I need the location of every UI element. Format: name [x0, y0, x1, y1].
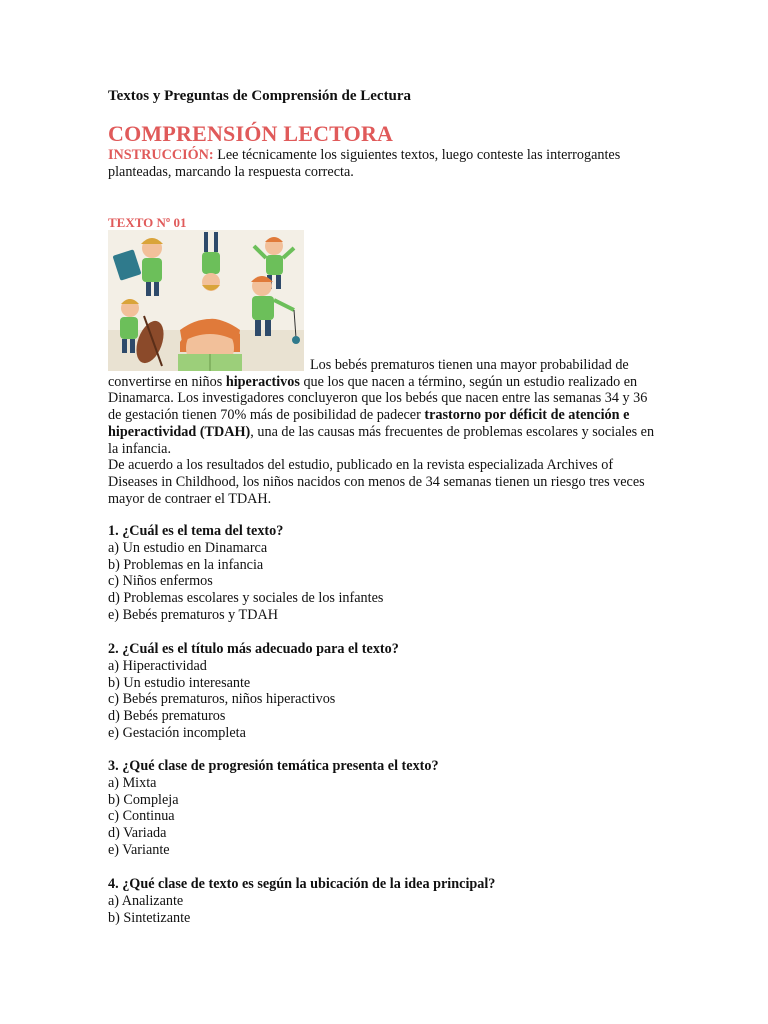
section-heading: COMPRENSIÓN LECTORA	[108, 121, 394, 146]
passage-bold-text: trastorno por déficit de atención e hiperactividad (TDAH)	[108, 407, 630, 440]
answer-option[interactable]: b) Sintetizante	[108, 909, 191, 926]
passage-paragraph-2: De acuerdo a los resultados del estudio, publicado en la revista especializada Archives of Diseases in Childhood, los niños nacidos con menos de 34 semanas tienen un riesgo tres veces mayor de contraer el TDAH.	[108, 457, 645, 507]
answer-option[interactable]: a) Hiperactividad	[108, 657, 207, 674]
question-text: 4. ¿Qué clase de texto es según la ubicación de la idea principal?	[108, 876, 496, 892]
answer-option[interactable]: d) Bebés prematuros	[108, 708, 226, 725]
answer-option[interactable]: e) Variante	[108, 841, 170, 858]
question-2	[108, 641, 660, 742]
answer-option[interactable]: d) Problemas escolares y sociales de los infantes	[108, 590, 384, 607]
answer-option[interactable]: c) Niños enfermos	[108, 573, 213, 590]
passage-text: Los bebés prematuros tienen una mayor probabilidad de convertirse en niños	[108, 357, 629, 390]
question-text: 3. ¿Qué clase de progresión temática presenta el texto?	[108, 758, 439, 774]
answer-option[interactable]: e) Bebés prematuros y TDAH	[108, 606, 278, 623]
texto-label: TEXTO Nº 01	[108, 215, 187, 230]
passage-paragraph-1	[108, 357, 660, 457]
answer-option[interactable]: a) Mixta	[108, 774, 157, 791]
answer-option[interactable]: c) Continua	[108, 808, 175, 825]
question-text: 2. ¿Cuál es el título más adecuado para el texto?	[108, 641, 399, 657]
instruction-label: INSTRUCCIÓN:	[108, 147, 214, 163]
answer-option[interactable]: b) Un estudio interesante	[108, 674, 251, 691]
passage-text: , una de las causas más frecuentes de problemas escolares y sociales en la infancia.	[108, 423, 655, 457]
answer-option[interactable]: b) Problemas en la infancia	[108, 556, 264, 573]
instruction-paragraph	[108, 147, 648, 181]
children-reading-illustration	[108, 230, 304, 371]
answer-option[interactable]: e) Gestación incompleta	[108, 724, 246, 741]
document-title: Textos y Preguntas de Comprensión de Lectura	[108, 88, 412, 104]
answer-option[interactable]: a) Analizante	[108, 892, 184, 909]
question-3	[108, 758, 660, 859]
answer-option[interactable]: c) Bebés prematuros, niños hiperactivos	[108, 691, 336, 708]
passage-text: que los que nacen a término, según un estudio realizado en Dinamarca. Los investigadores concluyeron que los bebés que nacen entre las semanas 34 y 36 de gestación tienen 70% más de posibilidad de padecer	[108, 373, 648, 424]
instruction-text: Lee técnicamente los siguientes textos, luego conteste las interrogantes planteadas, marcando la respuesta correcta.	[108, 147, 621, 180]
question-1	[108, 523, 660, 624]
answer-option[interactable]: b) Compleja	[108, 791, 179, 808]
answer-option[interactable]: d) Variada	[108, 825, 167, 842]
question-4	[108, 876, 660, 926]
question-text: 1. ¿Cuál es el tema del texto?	[108, 523, 284, 539]
reading-passage	[108, 357, 660, 507]
passage-bold-text: hiperactivos	[225, 373, 300, 390]
answer-option[interactable]: a) Un estudio en Dinamarca	[108, 539, 268, 556]
